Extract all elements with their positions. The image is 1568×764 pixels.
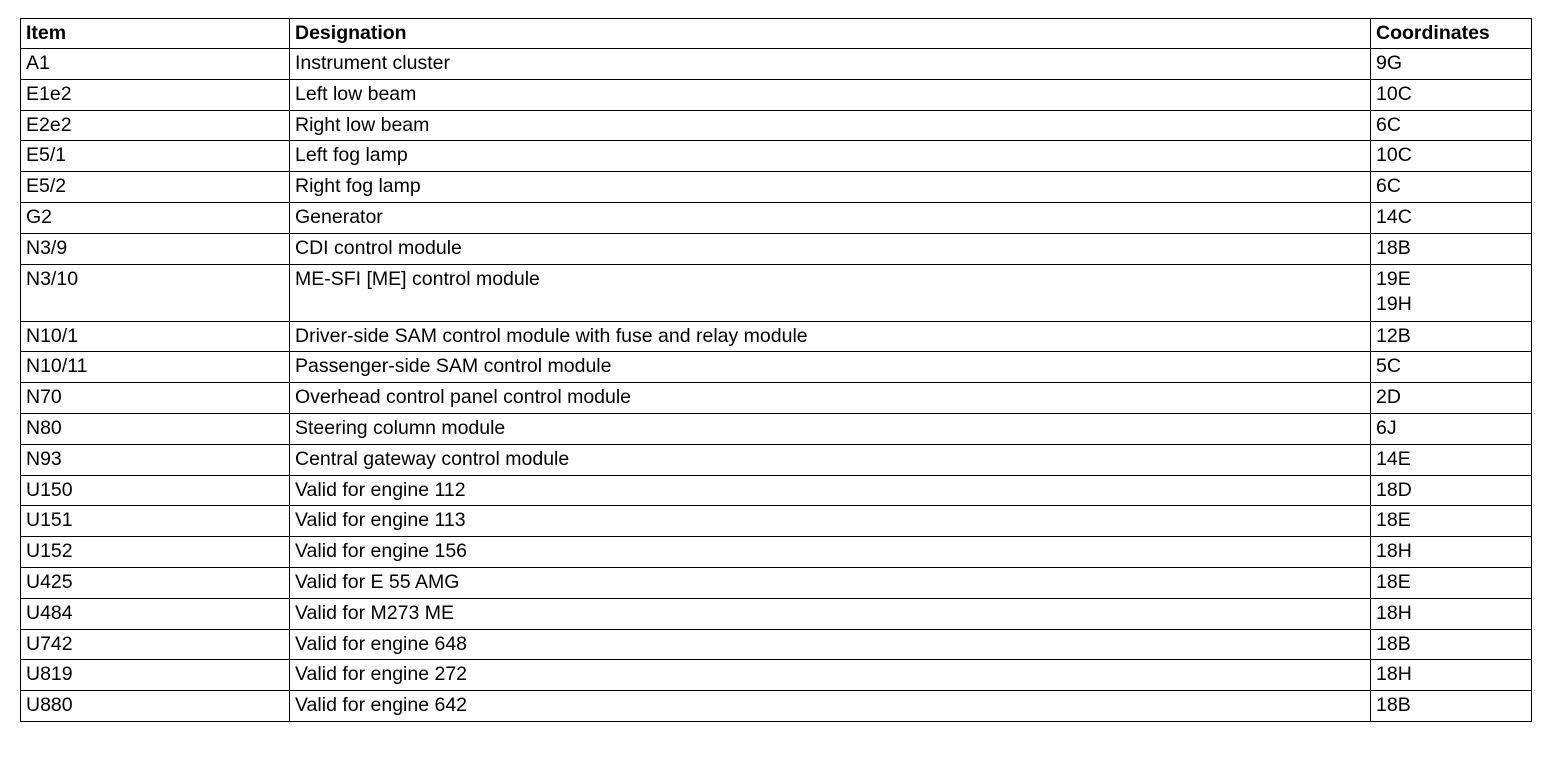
cell-coordinates bbox=[1371, 598, 1532, 629]
coordinate-value: 19E bbox=[1376, 267, 1411, 290]
cell-designation: CDI control module bbox=[290, 233, 1371, 264]
cell-coordinates bbox=[1371, 321, 1532, 352]
cell-designation: Right low beam bbox=[290, 110, 1371, 141]
table-row bbox=[21, 352, 1532, 383]
cell-coordinates bbox=[1371, 172, 1532, 203]
table-row bbox=[21, 444, 1532, 475]
coordinate-value: 18H bbox=[1376, 540, 1412, 563]
table-row bbox=[21, 660, 1532, 691]
cell-item: E5/1 bbox=[21, 141, 290, 172]
cell-item: N3/9 bbox=[21, 233, 290, 264]
coordinate-value: 18E bbox=[1376, 570, 1411, 593]
cell-coordinates bbox=[1371, 537, 1532, 568]
cell-coordinates bbox=[1371, 660, 1532, 691]
cell-designation: Valid for engine 272 bbox=[290, 660, 1371, 691]
cell-designation: Overhead control panel control module bbox=[290, 383, 1371, 414]
cell-coordinates bbox=[1371, 506, 1532, 537]
coordinate-value: 6C bbox=[1376, 175, 1401, 198]
table-row bbox=[21, 79, 1532, 110]
cell-coordinates bbox=[1371, 49, 1532, 80]
coordinate-value: 6J bbox=[1376, 416, 1397, 439]
table-row bbox=[21, 110, 1532, 141]
table-row bbox=[21, 598, 1532, 629]
cell-designation: Right fog lamp bbox=[290, 172, 1371, 203]
cell-item: U425 bbox=[21, 567, 290, 598]
cell-item: N70 bbox=[21, 383, 290, 414]
table-row bbox=[21, 264, 1532, 321]
cell-designation: Valid for engine 648 bbox=[290, 629, 1371, 660]
cell-designation: Steering column module bbox=[290, 413, 1371, 444]
header-designation: Designation bbox=[290, 19, 1371, 49]
cell-item: N93 bbox=[21, 444, 290, 475]
cell-item: N80 bbox=[21, 413, 290, 444]
cell-item: U819 bbox=[21, 660, 290, 691]
table-row bbox=[21, 202, 1532, 233]
table-row bbox=[21, 321, 1532, 352]
cell-designation: Passenger-side SAM control module bbox=[290, 352, 1371, 383]
cell-designation: Instrument cluster bbox=[290, 49, 1371, 80]
cell-item: U150 bbox=[21, 475, 290, 506]
cell-item: U484 bbox=[21, 598, 290, 629]
cell-designation: Valid for engine 112 bbox=[290, 475, 1371, 506]
cell-item: G2 bbox=[21, 202, 290, 233]
cell-coordinates bbox=[1371, 383, 1532, 414]
coordinate-value: 5C bbox=[1376, 355, 1401, 378]
coordinate-value: 2D bbox=[1376, 386, 1401, 409]
cell-designation: Valid for E 55 AMG bbox=[290, 567, 1371, 598]
coordinate-value: 18H bbox=[1376, 601, 1412, 624]
cell-coordinates bbox=[1371, 475, 1532, 506]
header-item: Item bbox=[21, 19, 290, 49]
table-row bbox=[21, 475, 1532, 506]
coordinate-value: 18E bbox=[1376, 509, 1411, 532]
cell-coordinates bbox=[1371, 110, 1532, 141]
cell-item: N10/11 bbox=[21, 352, 290, 383]
cell-designation: ME-SFI [ME] control module bbox=[290, 264, 1371, 321]
coordinate-value: 18B bbox=[1376, 236, 1411, 259]
coordinate-value: 10C bbox=[1376, 82, 1412, 105]
coordinate-value: 18B bbox=[1376, 632, 1411, 655]
cell-designation: Central gateway control module bbox=[290, 444, 1371, 475]
cell-coordinates bbox=[1371, 352, 1532, 383]
cell-item: A1 bbox=[21, 49, 290, 80]
coordinate-value: 18B bbox=[1376, 694, 1411, 717]
table-row bbox=[21, 172, 1532, 203]
table-header-row bbox=[21, 19, 1532, 49]
cell-item: U880 bbox=[21, 691, 290, 722]
cell-coordinates bbox=[1371, 141, 1532, 172]
cell-item: E5/2 bbox=[21, 172, 290, 203]
cell-coordinates bbox=[1371, 444, 1532, 475]
cell-coordinates bbox=[1371, 264, 1532, 321]
table-body bbox=[21, 49, 1532, 722]
table-row bbox=[21, 537, 1532, 568]
table-row bbox=[21, 506, 1532, 537]
cell-coordinates bbox=[1371, 629, 1532, 660]
cell-designation: Valid for engine 642 bbox=[290, 691, 1371, 722]
coordinate-value: 18H bbox=[1376, 663, 1412, 686]
cell-designation: Left fog lamp bbox=[290, 141, 1371, 172]
cell-item: N10/1 bbox=[21, 321, 290, 352]
coordinate-value: 19H bbox=[1376, 292, 1412, 315]
cell-coordinates bbox=[1371, 413, 1532, 444]
cell-item: N3/10 bbox=[21, 264, 290, 321]
coordinate-value: 14E bbox=[1376, 447, 1411, 470]
table-row bbox=[21, 383, 1532, 414]
table-row bbox=[21, 233, 1532, 264]
coordinate-value: 12B bbox=[1376, 324, 1411, 347]
coordinate-value: 18D bbox=[1376, 478, 1412, 501]
cell-coordinates bbox=[1371, 691, 1532, 722]
cell-designation: Valid for engine 113 bbox=[290, 506, 1371, 537]
table-row bbox=[21, 49, 1532, 80]
cell-coordinates bbox=[1371, 79, 1532, 110]
cell-designation: Valid for M273 ME bbox=[290, 598, 1371, 629]
coordinate-value: 14C bbox=[1376, 205, 1412, 228]
cell-item: E2e2 bbox=[21, 110, 290, 141]
table-row bbox=[21, 629, 1532, 660]
table-row bbox=[21, 691, 1532, 722]
component-table bbox=[20, 18, 1532, 722]
cell-designation: Left low beam bbox=[290, 79, 1371, 110]
cell-coordinates bbox=[1371, 233, 1532, 264]
table-row bbox=[21, 141, 1532, 172]
coordinate-value: 10C bbox=[1376, 144, 1412, 167]
cell-item: U151 bbox=[21, 506, 290, 537]
cell-designation: Generator bbox=[290, 202, 1371, 233]
cell-designation: Valid for engine 156 bbox=[290, 537, 1371, 568]
coordinate-value: 9G bbox=[1376, 52, 1403, 74]
table-row bbox=[21, 413, 1532, 444]
cell-coordinates bbox=[1371, 567, 1532, 598]
cell-item: U152 bbox=[21, 537, 290, 568]
coordinate-value: 6C bbox=[1376, 113, 1401, 136]
cell-item: E1e2 bbox=[21, 79, 290, 110]
header-coordinates: Coordinates bbox=[1371, 19, 1532, 49]
cell-item: U742 bbox=[21, 629, 290, 660]
cell-designation: Driver-side SAM control module with fuse and relay module bbox=[290, 321, 1371, 352]
table-row bbox=[21, 567, 1532, 598]
cell-coordinates bbox=[1371, 202, 1532, 233]
